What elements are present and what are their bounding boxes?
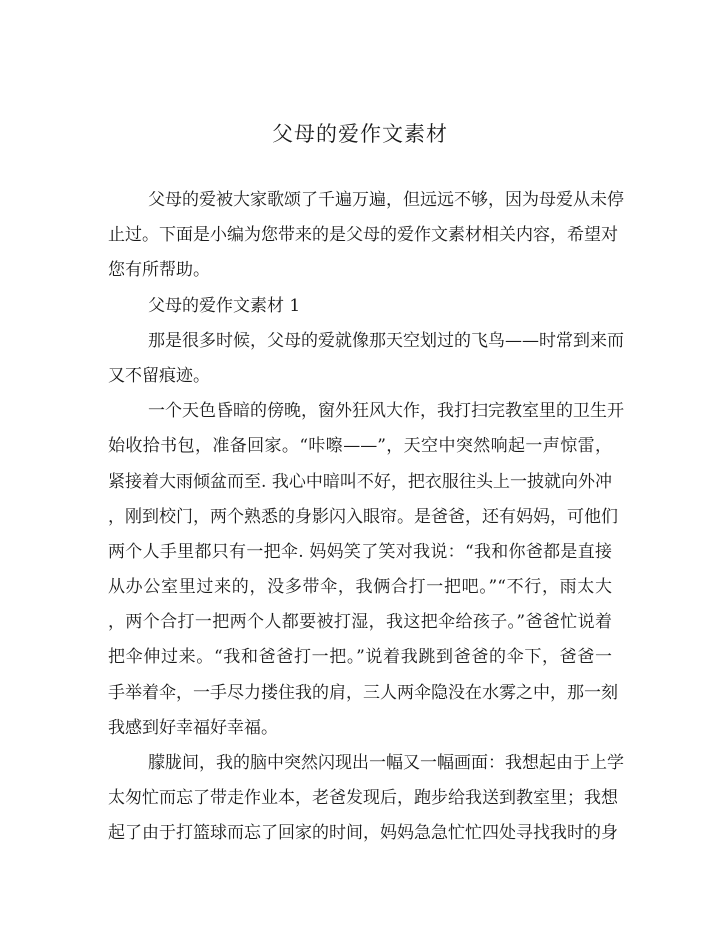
text-line: 朦胧间，我的脑中突然闪现出一幅又一幅画面：我想起由于上学 xyxy=(148,753,624,773)
text-line: 又不留痕迹。 xyxy=(108,365,210,386)
text-line: 您有所帮助。 xyxy=(108,260,210,281)
text-line: 两个人手里都只有一把伞. 妈妈笑了笑对我说：“我和你爸都是直接 xyxy=(108,541,612,562)
paragraph xyxy=(108,746,624,852)
text-line: 父母的爱作文素材 1 xyxy=(148,295,301,316)
text-line: 我感到好幸福好幸福。 xyxy=(108,717,278,738)
document-body xyxy=(108,183,624,852)
document-title: 父母的爱作文素材 xyxy=(272,122,448,146)
text-line: 紧接着大雨倾盆而至. 我心中暗叫不好，把衣服往头上一披就向外冲 xyxy=(108,471,612,492)
paragraph-intro xyxy=(108,183,624,289)
text-line: 那是很多时候，父母的爱就像那天空划过的飞鸟——时常到来而 xyxy=(148,330,624,351)
text-line: 一个天色昏暗的傍晚，窗外狂风大作，我打扫完教室里的卫生开 xyxy=(148,401,624,422)
section-heading xyxy=(108,289,612,324)
text-line: 父母的爱被大家歌颂了千遍万遍，但远远不够，因为母爱从未停 xyxy=(148,190,624,210)
paragraph xyxy=(108,324,624,394)
text-line: 起了由于打篮球而忘了回家的时间，妈妈急急忙忙四处寻找我时的身 xyxy=(108,823,618,844)
text-line: 把伞伸过来。“我和爸爸打一把。”说着我跳到爸爸的伞下，爸爸一 xyxy=(108,647,612,668)
text-line: ，两个合打一把两个人都要被打湿，我这把伞给孩子。”爸爸忙说着 xyxy=(108,612,612,633)
text-line: 止过。下面是小编为您带来的是父母的爱作文素材相关内容，希望对 xyxy=(108,225,618,246)
text-line: 从办公室里过来的，没多带伞，我俩合打一把吧。”“不行，雨太大 xyxy=(108,577,612,598)
text-line: 始收拾书包，准备回家。“咔嚓——”，天空中突然响起一声惊雷， xyxy=(108,436,612,457)
text-line: 太匆忙而忘了带走作业本，老爸发现后，跑步给我送到教室里；我想 xyxy=(108,788,618,809)
paragraph xyxy=(108,394,624,746)
text-line: ，刚到校门，两个熟悉的身影闪入眼帘。是爸爸，还有妈妈，可他们 xyxy=(108,506,618,527)
text-line: 手举着伞，一手尽力搂住我的肩，三人两伞隐没在水雾之中，那一刻 xyxy=(108,682,618,703)
